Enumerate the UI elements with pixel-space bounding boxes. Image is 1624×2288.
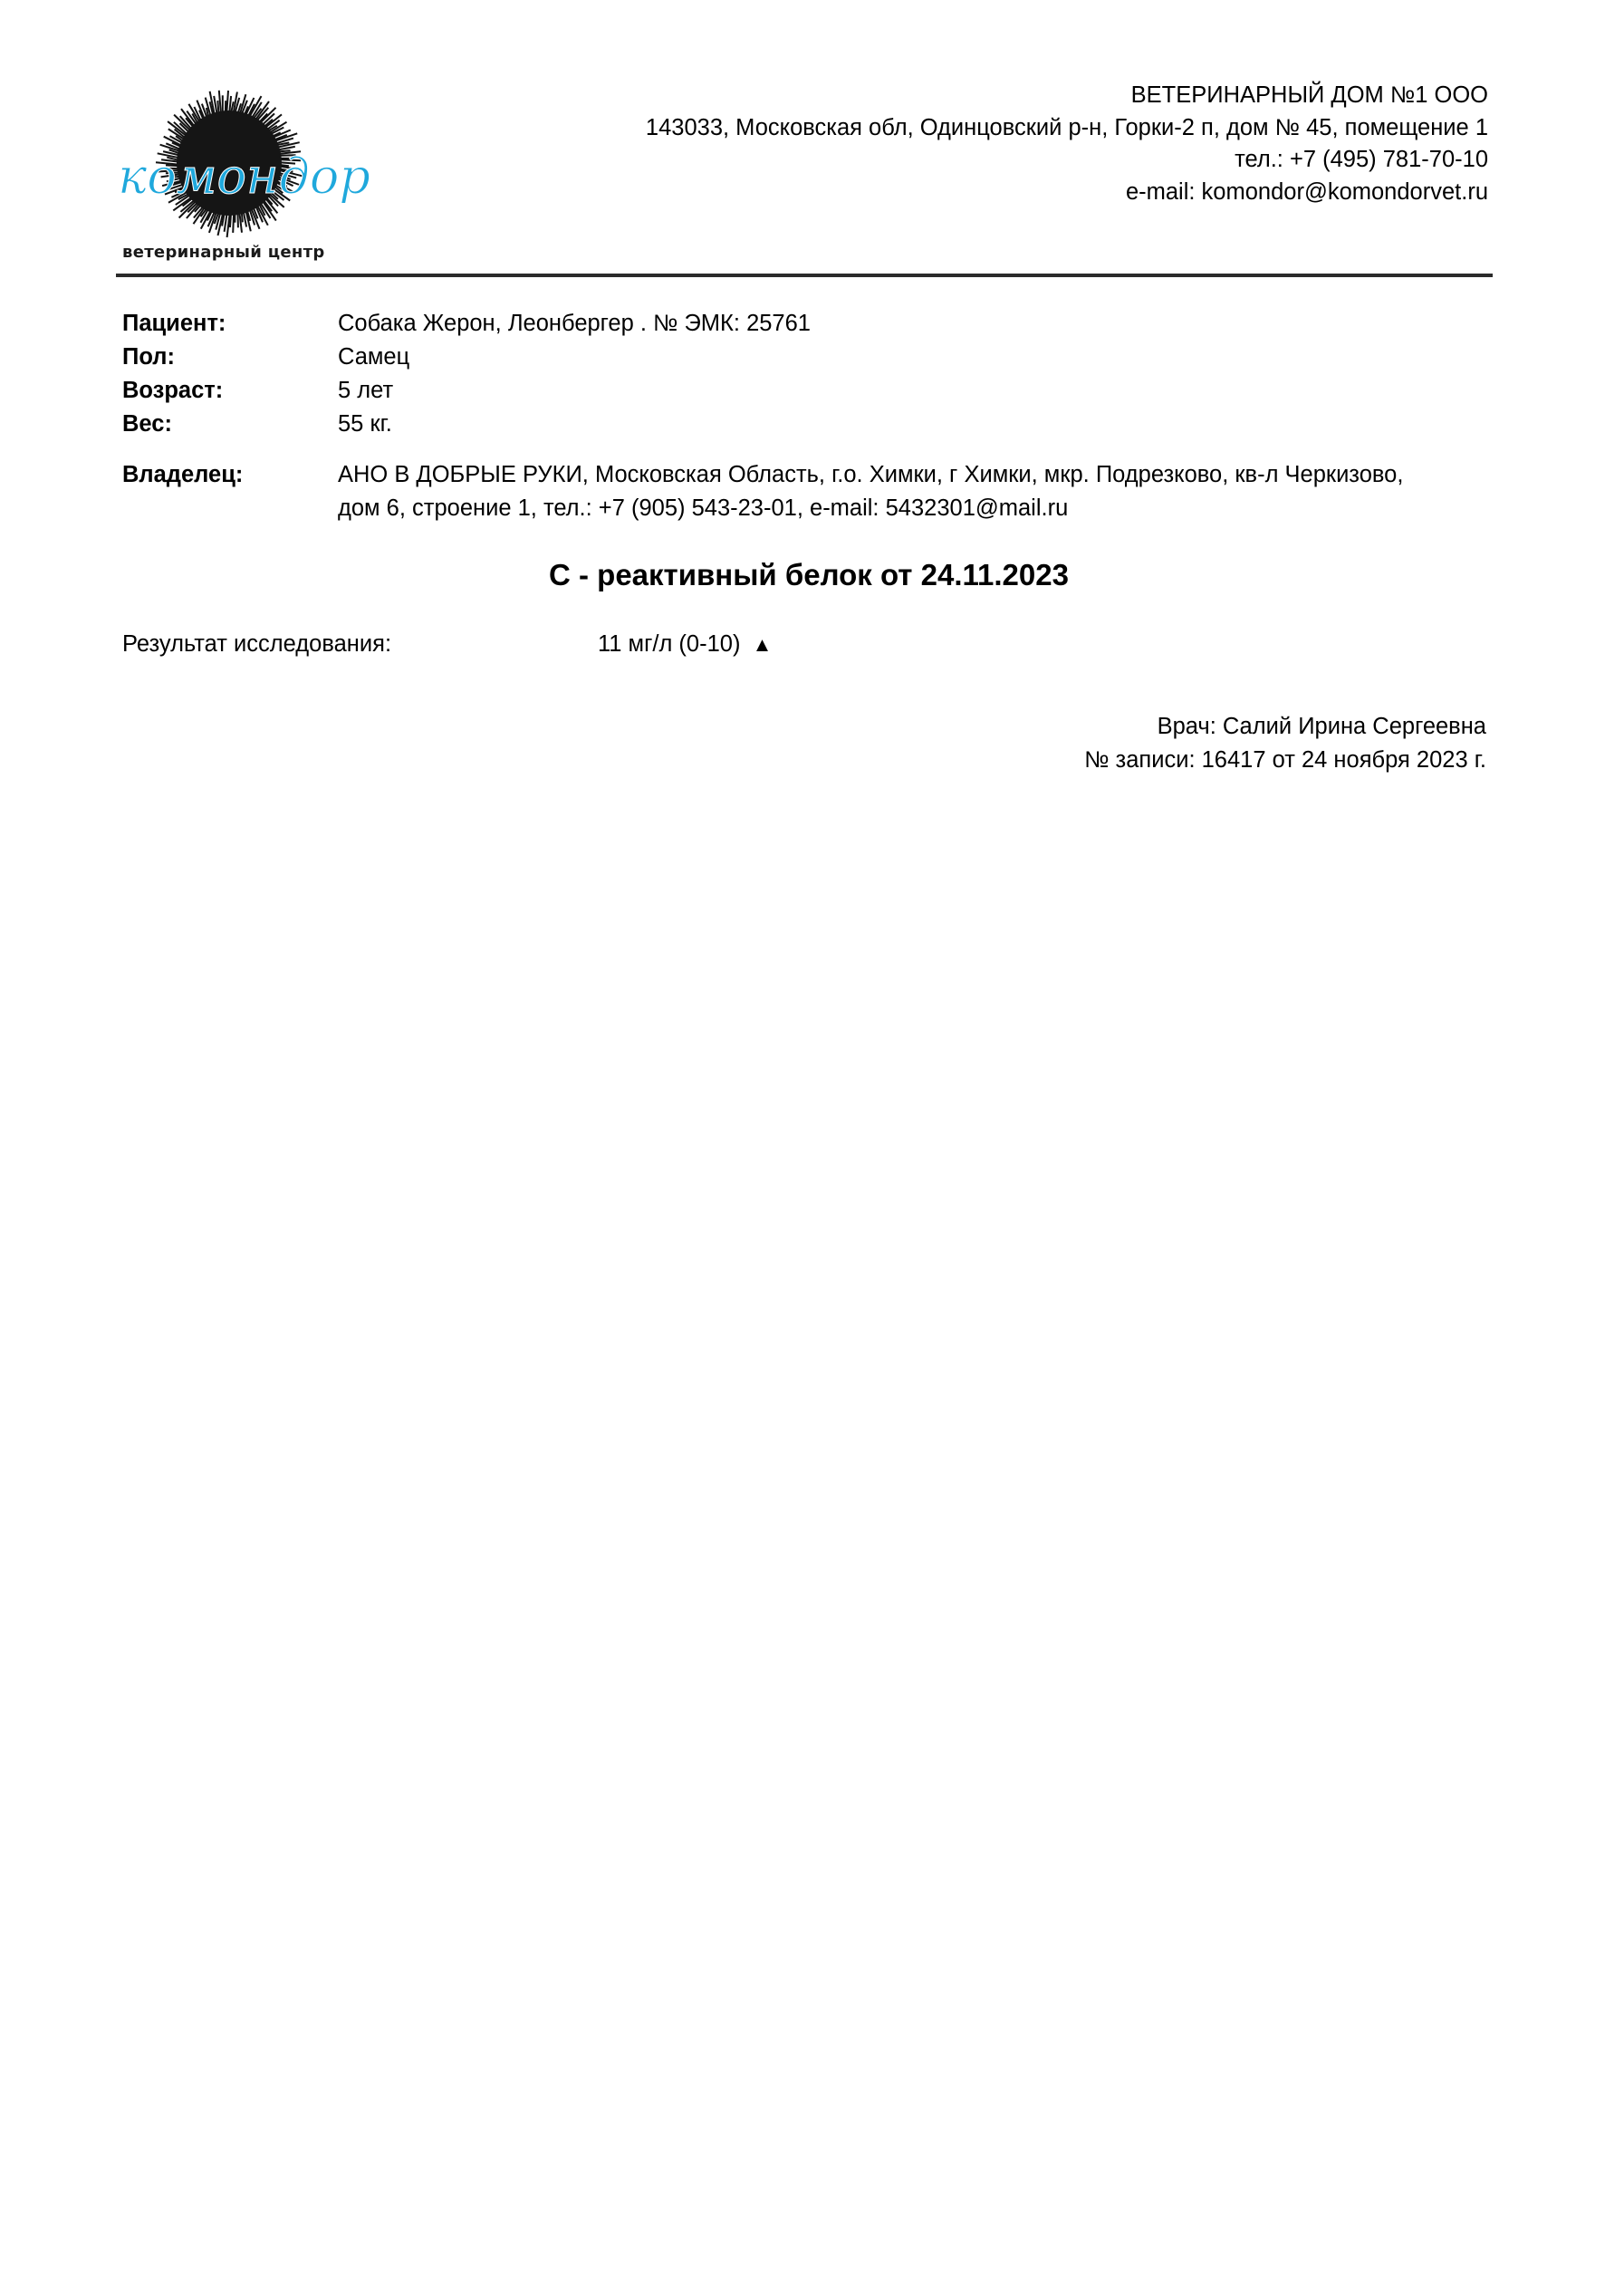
weight-label: Вес: xyxy=(122,411,172,437)
komondor-dog-icon xyxy=(113,86,370,249)
organization-address: 143033, Московская обл, Одинцовский р-н, Горки-2 п, дом № 45, помещение 1 xyxy=(645,114,1488,140)
test-title: C - реактивный белок от 24.11.2023 xyxy=(549,558,1069,591)
owner-label: Владелец: xyxy=(122,462,244,487)
owner-line-1: АНО В ДОБРЫЕ РУКИ, Московская Область, г.о. Химки, г Химки, мкр. Подрезково, кв-л Черкизово, xyxy=(338,462,1404,487)
logo-wordmark: комондор xyxy=(118,148,370,205)
header-divider xyxy=(116,274,1493,277)
organization-name: ВЕТЕРИНАРНЫЙ ДОМ №1 ООО xyxy=(1130,82,1488,108)
logo-subtitle: ветеринарный центр xyxy=(122,243,325,262)
record-number: № записи: 16417 от 24 ноября 2023 г. xyxy=(1084,747,1486,773)
clinic-logo xyxy=(113,86,370,272)
doctor-name: Врач: Салий Ирина Сергеевна xyxy=(1157,714,1486,739)
result-high-flag-icon: ▲ xyxy=(752,633,773,656)
organization-phone: тел.: +7 (495) 781-70-10 xyxy=(1235,147,1488,172)
result-label: Результат исследования: xyxy=(122,631,392,657)
sex-value: Самец xyxy=(338,344,410,370)
result-value-group xyxy=(598,631,772,658)
age-value: 5 лет xyxy=(338,378,394,403)
sex-label: Пол: xyxy=(122,344,175,370)
owner-line-2: дом 6, строение 1, тел.: +7 (905) 543-23-01, e-mail: 5432301@mail.ru xyxy=(338,495,1069,521)
organization-header xyxy=(492,80,1488,208)
weight-value: 55 кг. xyxy=(338,411,392,437)
result-value: 11 мг/л (0-10) xyxy=(598,631,741,657)
owner-value xyxy=(338,458,1624,525)
organization-email: e-mail: komondor@komondorvet.ru xyxy=(1125,178,1488,205)
patient-label: Пациент: xyxy=(122,311,226,336)
signature-block xyxy=(581,710,1486,777)
age-label: Возраст: xyxy=(122,378,224,403)
patient-value: Собака Жерон, Леонбергер . № ЭМК: 25761 xyxy=(338,311,811,336)
